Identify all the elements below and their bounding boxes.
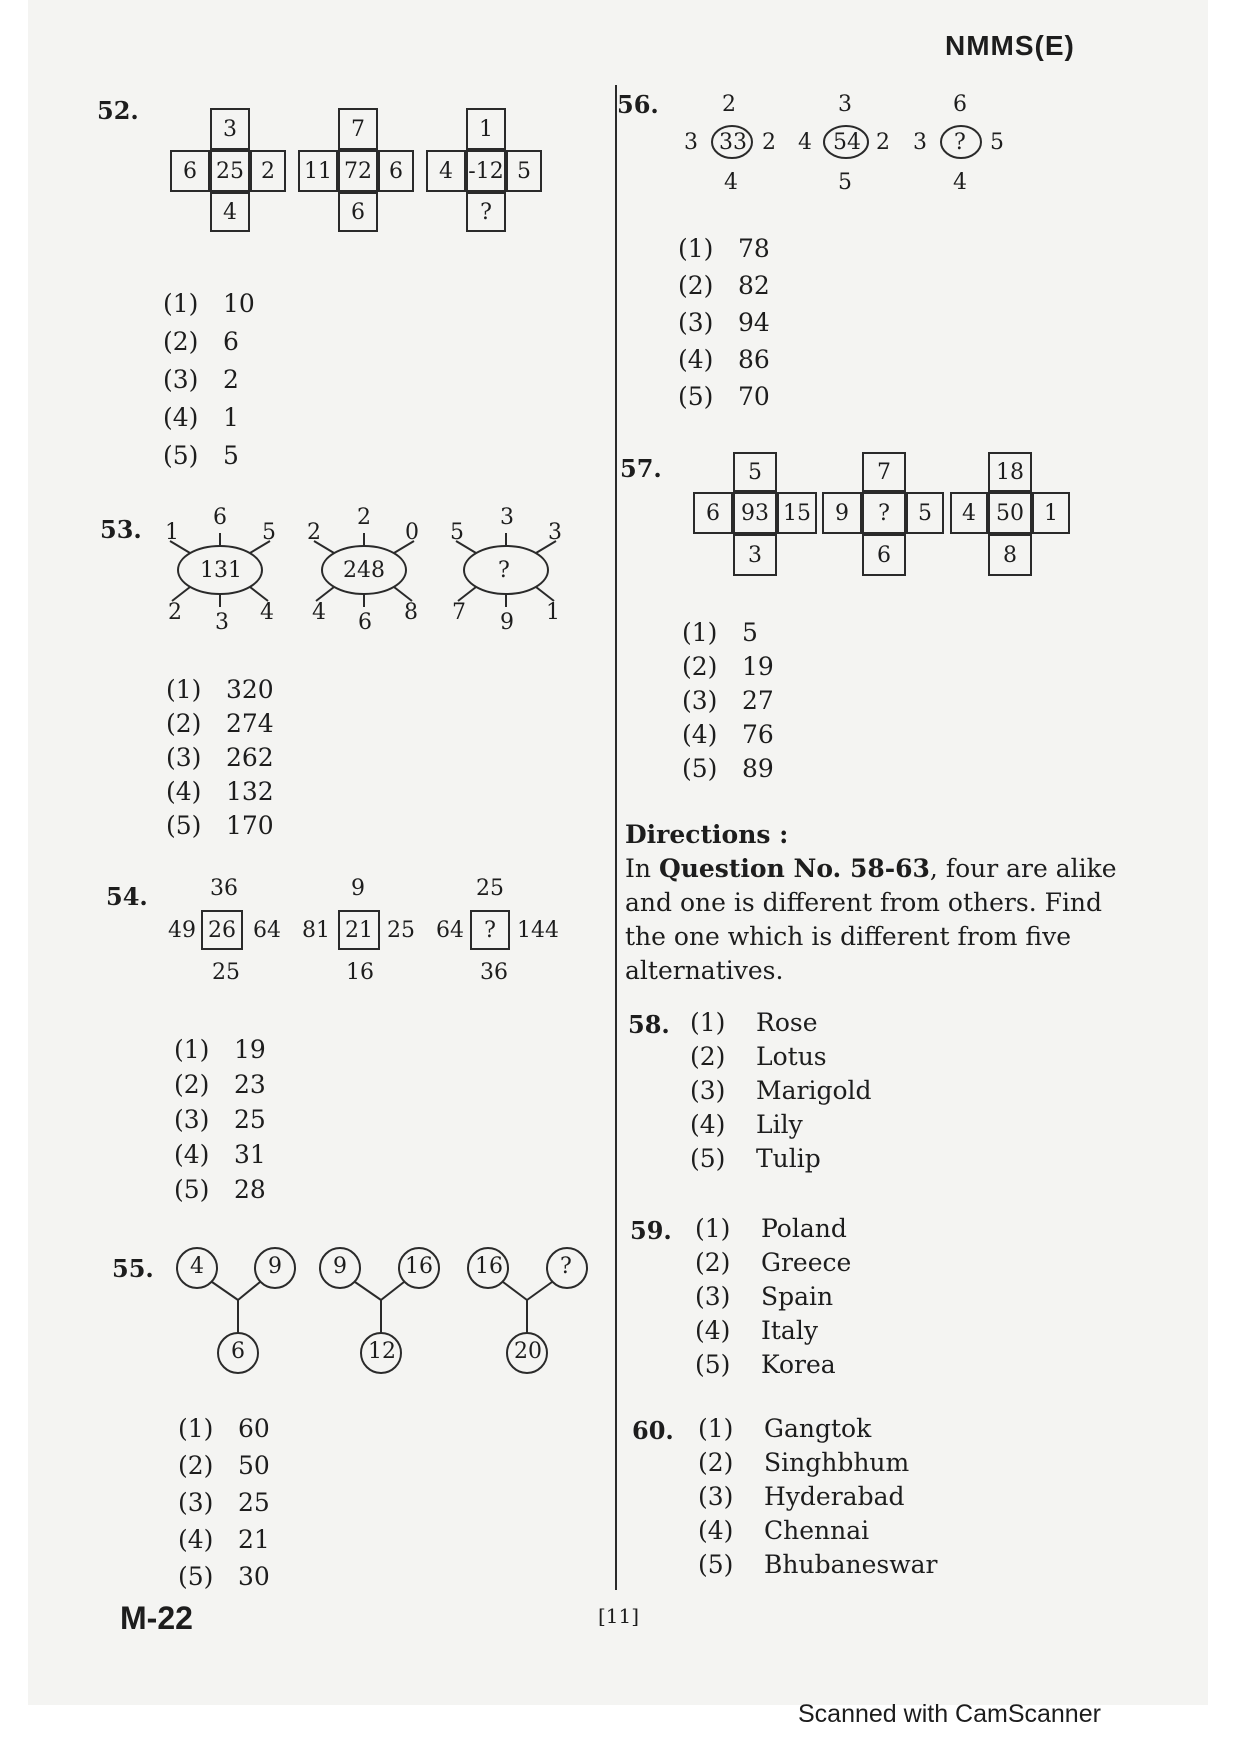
- option[interactable]: (3) 25: [178, 1488, 270, 1517]
- q53-fig1-label: 2: [168, 600, 182, 625]
- directions-line: the one which is different from five: [625, 922, 1071, 951]
- directions-heading: Directions :: [625, 820, 789, 849]
- q56-fig1-left: 3: [684, 130, 698, 155]
- q54-fig2-bottom: 16: [346, 960, 374, 985]
- q53-fig3-label: 9: [500, 610, 514, 635]
- q57-cell-top: 5: [733, 452, 777, 492]
- q54-fig2-top: 9: [351, 876, 365, 901]
- q57-cell-center: 93: [733, 492, 777, 534]
- option[interactable]: (1) 78: [678, 234, 770, 263]
- option[interactable]: (3) Marigold: [690, 1076, 872, 1105]
- option[interactable]: (4) 31: [174, 1140, 266, 1169]
- q53-fig2-label: 2: [307, 520, 321, 545]
- option[interactable]: (5) Korea: [695, 1350, 836, 1379]
- q53-fig1-label: 1: [165, 520, 179, 545]
- q52-cell-right: 5: [506, 150, 542, 192]
- q57-cell-left: 6: [693, 492, 733, 534]
- q56-options: [678, 230, 770, 415]
- q57-options: [682, 616, 774, 786]
- q52-cell-top: 3: [210, 108, 250, 150]
- option[interactable]: (3) 25: [174, 1105, 266, 1134]
- q53-fig3-label: 7: [452, 600, 466, 625]
- option[interactable]: (1) 19: [174, 1035, 266, 1064]
- option[interactable]: (3) 94: [678, 308, 770, 337]
- option[interactable]: (5) 5: [163, 441, 239, 470]
- q56-fig3-top: 6: [953, 92, 967, 117]
- page-header-title: NMMS(E): [945, 30, 1075, 61]
- q55-tree-figures: [170, 1240, 610, 1390]
- q57-cell-center: ?: [862, 492, 906, 534]
- q57-cell-bottom: 8: [988, 534, 1032, 576]
- q53-fig2-label: 8: [404, 600, 418, 625]
- option[interactable]: (3) 27: [682, 686, 774, 715]
- q54-fig2-right: 25: [387, 918, 415, 943]
- q52-cell-right: 2: [250, 150, 286, 192]
- q53-fig3-label: 1: [546, 600, 560, 625]
- q52-cell-right: 6: [378, 150, 414, 192]
- q57-cell-left: 4: [950, 492, 988, 534]
- option[interactable]: (5) 28: [174, 1175, 266, 1204]
- q54-fig2-box: 21: [338, 910, 380, 950]
- option[interactable]: (1) Gangtok: [698, 1414, 872, 1443]
- q52-cell-bottom: 6: [338, 192, 378, 232]
- page-number: [11]: [598, 1604, 640, 1628]
- q52-cell-bottom: 4: [210, 192, 250, 232]
- q53-fig2-label: 6: [358, 610, 372, 635]
- column-divider: [615, 85, 617, 1590]
- q55-fig2-a: 9: [333, 1254, 347, 1279]
- q53-fig3-label: 3: [500, 505, 514, 530]
- q57-cell-right: 5: [906, 492, 944, 534]
- q54-fig3-bottom: 36: [480, 960, 508, 985]
- option[interactable]: (2) 19: [682, 652, 774, 681]
- q52-cell-center: -12: [466, 150, 506, 192]
- q58-number: 58.: [628, 1010, 670, 1039]
- q54-fig1-left: 49: [168, 918, 196, 943]
- q53-number: 53.: [100, 515, 142, 544]
- q56-fig3-left: 3: [913, 130, 927, 155]
- q55-fig1-a: 4: [190, 1254, 204, 1279]
- q56-fig1-center: 33: [719, 130, 747, 155]
- q57-cell-right: 1: [1032, 492, 1070, 534]
- q56-fig2-top: 3: [838, 92, 852, 117]
- q55-fig3-a: 16: [475, 1254, 503, 1279]
- option[interactable]: (4) Lily: [690, 1110, 803, 1139]
- q53-fig1-center: 131: [200, 558, 242, 583]
- option[interactable]: (3) 262: [166, 743, 274, 772]
- q55-fig1-c: 6: [231, 1339, 245, 1364]
- q56-fig2-left: 4: [798, 130, 812, 155]
- q52-cell-left: 6: [170, 150, 210, 192]
- directions-line: In Question No. 58-63, four are alike: [625, 854, 1117, 883]
- q56-fig1-top: 2: [722, 92, 736, 117]
- option[interactable]: (5) 89: [682, 754, 774, 783]
- q52-cell-bottom: ?: [466, 192, 506, 232]
- option[interactable]: (2) Greece: [695, 1248, 852, 1277]
- q56-fig3-right: 5: [990, 130, 1004, 155]
- q56-fig2-bottom: 5: [838, 170, 852, 195]
- q57-cell-bottom: 3: [733, 534, 777, 576]
- q52-number: 52.: [97, 96, 139, 125]
- option[interactable]: (4) 1: [163, 403, 239, 432]
- q55-options: [178, 1410, 270, 1595]
- q54-fig3-top: 25: [476, 876, 504, 901]
- q57-number: 57.: [620, 454, 662, 483]
- q54-fig1-box: 26: [201, 910, 243, 950]
- q53-fig1-label: 5: [262, 520, 276, 545]
- option[interactable]: (4) Chennai: [698, 1516, 870, 1545]
- option[interactable]: (3) Spain: [695, 1282, 834, 1311]
- q57-cell-bottom: 6: [862, 534, 906, 576]
- q53-options: [166, 673, 274, 843]
- q56-fig1-right: 2: [762, 130, 776, 155]
- option[interactable]: (4) 76: [682, 720, 774, 749]
- q53-fig2-label: 4: [312, 600, 326, 625]
- option[interactable]: (4) 21: [178, 1525, 270, 1554]
- option[interactable]: (3) 2: [163, 365, 239, 394]
- option[interactable]: (1) 60: [178, 1414, 270, 1443]
- directions-line: alternatives.: [625, 956, 784, 985]
- q57-cell-center: 50: [988, 492, 1032, 534]
- option[interactable]: (5) 30: [178, 1562, 270, 1591]
- q55-fig2-c: 12: [368, 1339, 396, 1364]
- q53-fig2-label: 0: [405, 520, 419, 545]
- q55-fig1-b: 9: [268, 1254, 282, 1279]
- q59-number: 59.: [630, 1216, 672, 1245]
- q54-fig1-bottom: 25: [212, 960, 240, 985]
- option[interactable]: (2) 50: [178, 1451, 270, 1480]
- q57-cell-right: 15: [777, 492, 817, 534]
- q56-fig2-right: 2: [876, 130, 890, 155]
- q57-cell-left: 9: [822, 492, 862, 534]
- option[interactable]: (1) Rose: [690, 1008, 818, 1037]
- option[interactable]: (5) Tulip: [690, 1144, 821, 1173]
- q52-cell-center: 25: [210, 150, 250, 192]
- q59-options: [695, 1212, 851, 1382]
- q58-options: [690, 1006, 872, 1176]
- q53-fig3-label: 3: [548, 520, 562, 545]
- q53-fig2-label: 2: [357, 505, 371, 530]
- option[interactable]: (4) 86: [678, 345, 770, 374]
- q55-fig3-b: ?: [560, 1254, 572, 1279]
- q54-fig3-box: ?: [470, 910, 510, 950]
- q55-number: 55.: [112, 1254, 154, 1283]
- q52-cell-left: 11: [298, 150, 338, 192]
- option[interactable]: (2) 82: [678, 271, 770, 300]
- option[interactable]: (3) Hyderabad: [698, 1482, 905, 1511]
- q52-cell-top: 1: [466, 108, 506, 150]
- option[interactable]: (5) 170: [166, 811, 274, 840]
- q60-number: 60.: [632, 1416, 674, 1445]
- q53-fig3-label: 5: [450, 520, 464, 545]
- directions-block: [625, 818, 1117, 988]
- option[interactable]: (4) 132: [166, 777, 274, 806]
- option[interactable]: (2) Lotus: [690, 1042, 827, 1071]
- q60-options: [698, 1412, 937, 1582]
- q57-cell-top: 18: [988, 452, 1032, 492]
- q52-cell-left: 4: [426, 150, 466, 192]
- q56-fig3-center: ?: [954, 130, 966, 155]
- q53-fig1-label: 4: [260, 600, 274, 625]
- option[interactable]: (1) 5: [682, 618, 758, 647]
- q52-cell-top: 7: [338, 108, 378, 150]
- q54-options: [174, 1032, 266, 1207]
- q55-fig2-b: 16: [405, 1254, 433, 1279]
- q56-fig1-bottom: 4: [724, 170, 738, 195]
- q54-fig2-left: 81: [302, 918, 330, 943]
- scanner-watermark: Scanned with CamScanner: [798, 1700, 1101, 1728]
- page-code: M-22: [120, 1600, 193, 1636]
- directions-line: and one is different from others. Find: [625, 888, 1103, 917]
- q54-fig3-left: 64: [436, 918, 464, 943]
- option[interactable]: (5) 70: [678, 382, 770, 411]
- q54-fig1-right: 64: [253, 918, 281, 943]
- option[interactable]: (2) 274: [166, 709, 274, 738]
- q54-fig1-top: 36: [210, 876, 238, 901]
- q52-options: [163, 285, 255, 475]
- q56-fig3-bottom: 4: [953, 170, 967, 195]
- option[interactable]: (2) Singhbhum: [698, 1448, 910, 1477]
- q54-number: 54.: [106, 882, 148, 911]
- q54-fig3-right: 144: [517, 918, 559, 943]
- q53-fig1-label: 3: [215, 610, 229, 635]
- q57-cell-top: 7: [862, 452, 906, 492]
- option[interactable]: (2) 23: [174, 1070, 266, 1099]
- q53-fig2-center: 248: [343, 558, 385, 583]
- q52-cell-center: 72: [338, 150, 378, 192]
- q53-fig1-label: 6: [213, 505, 227, 530]
- option[interactable]: (5) Bhubaneswar: [698, 1550, 938, 1579]
- option[interactable]: (1) 320: [166, 675, 274, 704]
- option[interactable]: (1) 10: [163, 289, 255, 318]
- option[interactable]: (2) 6: [163, 327, 239, 356]
- q53-fig3-center: ?: [498, 558, 510, 583]
- q55-fig3-c: 20: [514, 1339, 542, 1364]
- q56-number: 56.: [617, 90, 659, 119]
- option[interactable]: (4) Italy: [695, 1316, 818, 1345]
- option[interactable]: (1) Poland: [695, 1214, 847, 1243]
- q56-fig2-center: 54: [833, 130, 861, 155]
